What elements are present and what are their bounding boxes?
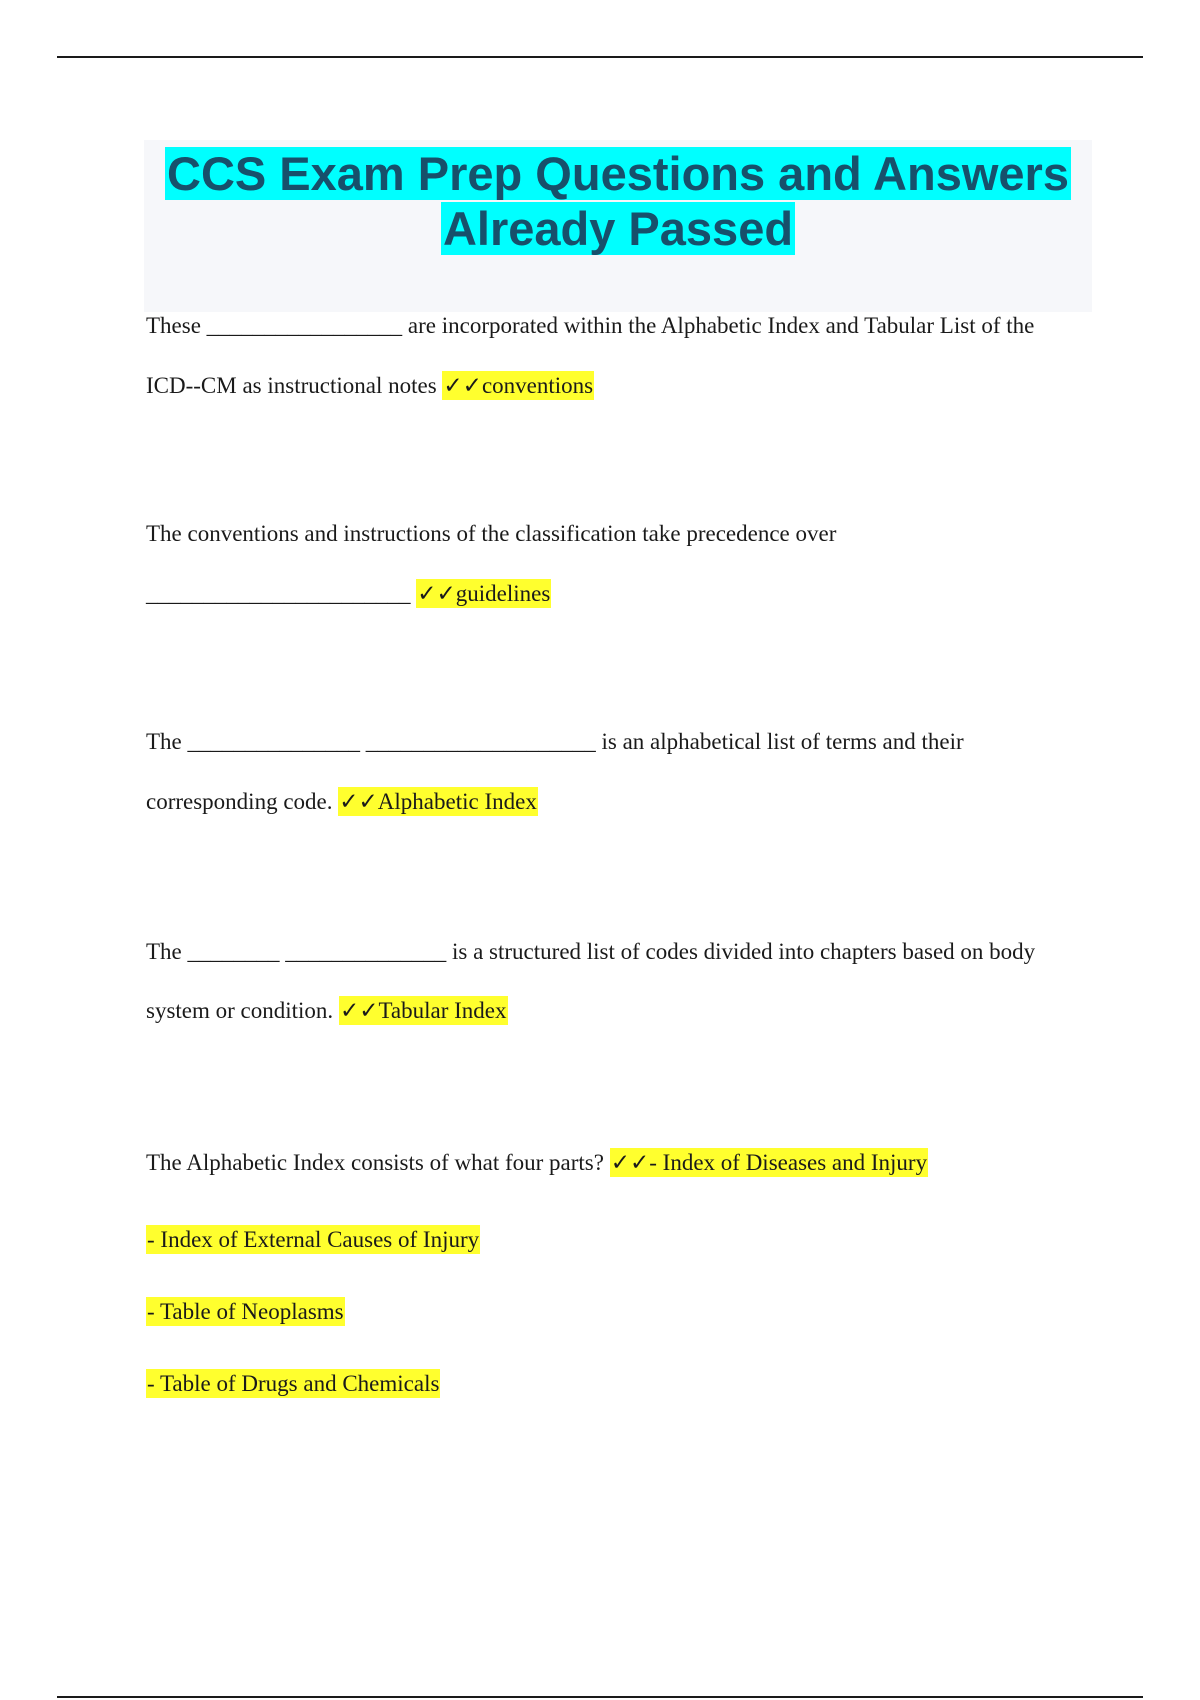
page-top-rule [57, 56, 1143, 58]
question-4-text: The ________ ______________ is a structured list of codes divided into chapters based on body [146, 939, 1036, 964]
document-title-line-1: CCS Exam Prep Questions and Answers [167, 147, 1069, 200]
question-5-answer-line-3 [146, 1297, 345, 1327]
question-5-text [146, 1148, 928, 1178]
title-block [144, 140, 1092, 312]
question-2-answer: ✓✓guidelines [417, 581, 551, 606]
question-1-answer: ✓✓conventions [443, 373, 594, 398]
question-1-continuation [146, 371, 594, 401]
document-title [144, 140, 1092, 256]
question-2-text-end: _______________________ [146, 581, 417, 606]
question-4-answer: ✓✓Tabular Index [339, 998, 507, 1023]
question-3-continuation [146, 787, 538, 817]
question-3-answer: ✓✓Alphabetic Index [339, 789, 537, 814]
question-1-text-end: ICD--CM as instructional notes [146, 373, 443, 398]
question-5-answer-item: - Table of Drugs and Chemicals [147, 1371, 440, 1396]
question-5-answer-item: - Table of Neoplasms [147, 1299, 344, 1324]
question-1-text: These _________________ are incorporated within the Alphabetic Index and Tabular List of the [146, 313, 1035, 338]
question-5-answer-line-2 [146, 1225, 480, 1255]
question-3-text: The _______________ ____________________ is an alphabetical list of terms and their [146, 729, 964, 754]
question-3-text-end: corresponding code. [146, 789, 339, 814]
question-4-text-end: system or condition. [146, 998, 339, 1023]
question-2-text: The conventions and instructions of the classification take precedence over [146, 521, 837, 546]
page-bottom-rule [57, 1696, 1143, 1698]
question-5-answer: ✓✓- Index of Diseases and Injury [610, 1150, 928, 1175]
document-title-line-2: Already Passed [442, 202, 794, 255]
question-5-prompt: The Alphabetic Index consists of what four parts? [146, 1150, 610, 1175]
question-2-continuation [146, 579, 551, 609]
question-4-continuation [146, 996, 508, 1026]
question-5-answer-item: - Index of External Causes of Injury [147, 1227, 480, 1252]
question-5-answer-line-4 [146, 1369, 440, 1399]
